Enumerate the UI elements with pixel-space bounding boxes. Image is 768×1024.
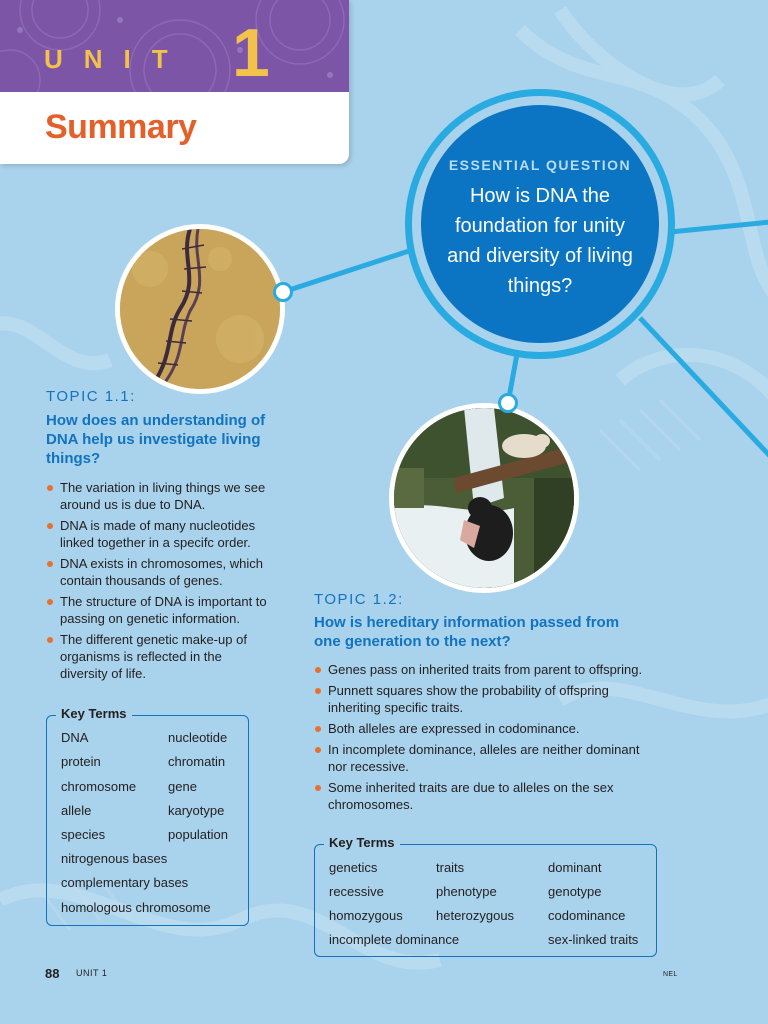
key-terms-title: Key Terms <box>324 835 400 850</box>
list-item: Punnett squares show the probability of offspring inheriting specific traits. <box>314 682 634 716</box>
dna-micrograph-photo <box>115 224 285 394</box>
topic1-key-terms-box <box>46 706 249 926</box>
unit-header <box>0 0 349 164</box>
essential-question-circle <box>421 105 659 343</box>
dna-strand-image <box>120 229 280 389</box>
key-term: gene <box>168 779 197 794</box>
spirit-bear-photo <box>389 403 579 593</box>
page-number: 88 <box>45 966 60 981</box>
key-term: complementary bases <box>61 875 189 890</box>
key-term: chromatin <box>168 754 226 769</box>
topic1-question: How does an understanding of DNA help us investigate living things? <box>46 412 266 467</box>
footer-unit-label: UNIT 1 <box>76 968 108 978</box>
list-item: The different genetic make-up of organisms is reflected in the diversity of life. <box>46 631 256 682</box>
topic1-label: TOPIC 1.1: <box>46 388 136 405</box>
key-term: genetics <box>329 860 378 875</box>
key-term: homologous chromosome <box>61 900 211 915</box>
list-item: Genes pass on inherited traits from parent to offspring. <box>314 661 659 678</box>
key-term: incomplete dominance <box>329 932 460 947</box>
essential-question-text: How is DNA the foundation for unity and diversity of living things? <box>447 185 633 297</box>
unit-number: 1 <box>232 15 270 91</box>
page-title: Summary <box>45 108 197 146</box>
key-term: chromosome <box>61 779 137 794</box>
key-term: sex-linked traits <box>548 932 639 947</box>
list-item: DNA is made of many nucleotides linked together in a specifc order. <box>46 517 282 551</box>
key-term: nitrogenous bases <box>61 851 168 866</box>
topic2-bullet-list <box>314 661 659 817</box>
key-term: karyotype <box>168 803 225 818</box>
topic2-node-dot <box>498 393 518 413</box>
list-item: In incomplete dominance, alleles are neither dominant nor recessive. <box>314 741 659 775</box>
topic2-key-terms-box <box>314 835 657 957</box>
key-term: population <box>168 827 228 842</box>
key-term: nucleotide <box>168 730 228 745</box>
key-term: dominant <box>548 860 602 875</box>
key-term: homozygous <box>329 908 403 923</box>
essential-question-label: ESSENTIAL QUESTION <box>448 157 632 173</box>
list-item: The variation in living things we see around us is due to DNA. <box>46 479 282 513</box>
key-term: genotype <box>548 884 602 899</box>
key-terms-title: Key Terms <box>56 706 132 721</box>
key-term: codominance <box>548 908 626 923</box>
publisher-mark: NEL <box>663 971 678 978</box>
topic2-question: How is hereditary information passed from one generation to the next? <box>314 614 620 650</box>
list-item: Both alleles are expressed in codominance. <box>314 720 659 737</box>
list-item: Some inherited traits are due to alleles on the sex chromosomes. <box>314 779 634 813</box>
key-term: species <box>61 827 106 842</box>
list-item: The structure of DNA is important to passing on genetic information. <box>46 593 282 627</box>
key-term: allele <box>61 803 92 818</box>
key-term: protein <box>61 754 101 769</box>
topic2-label: TOPIC 1.2: <box>314 591 404 608</box>
topic1-node-dot <box>273 282 293 302</box>
bear-waterfall-image <box>394 408 574 588</box>
key-term: traits <box>436 860 465 875</box>
topic1-bullet-list <box>46 479 282 686</box>
unit-word: UNIT <box>44 44 189 74</box>
list-item: DNA exists in chromosomes, which contain thousands of genes. <box>46 555 282 589</box>
header-band <box>0 0 349 92</box>
key-term: recessive <box>329 884 384 899</box>
key-term: phenotype <box>436 884 497 899</box>
key-term: DNA <box>61 730 89 745</box>
key-term: heterozygous <box>436 908 515 923</box>
